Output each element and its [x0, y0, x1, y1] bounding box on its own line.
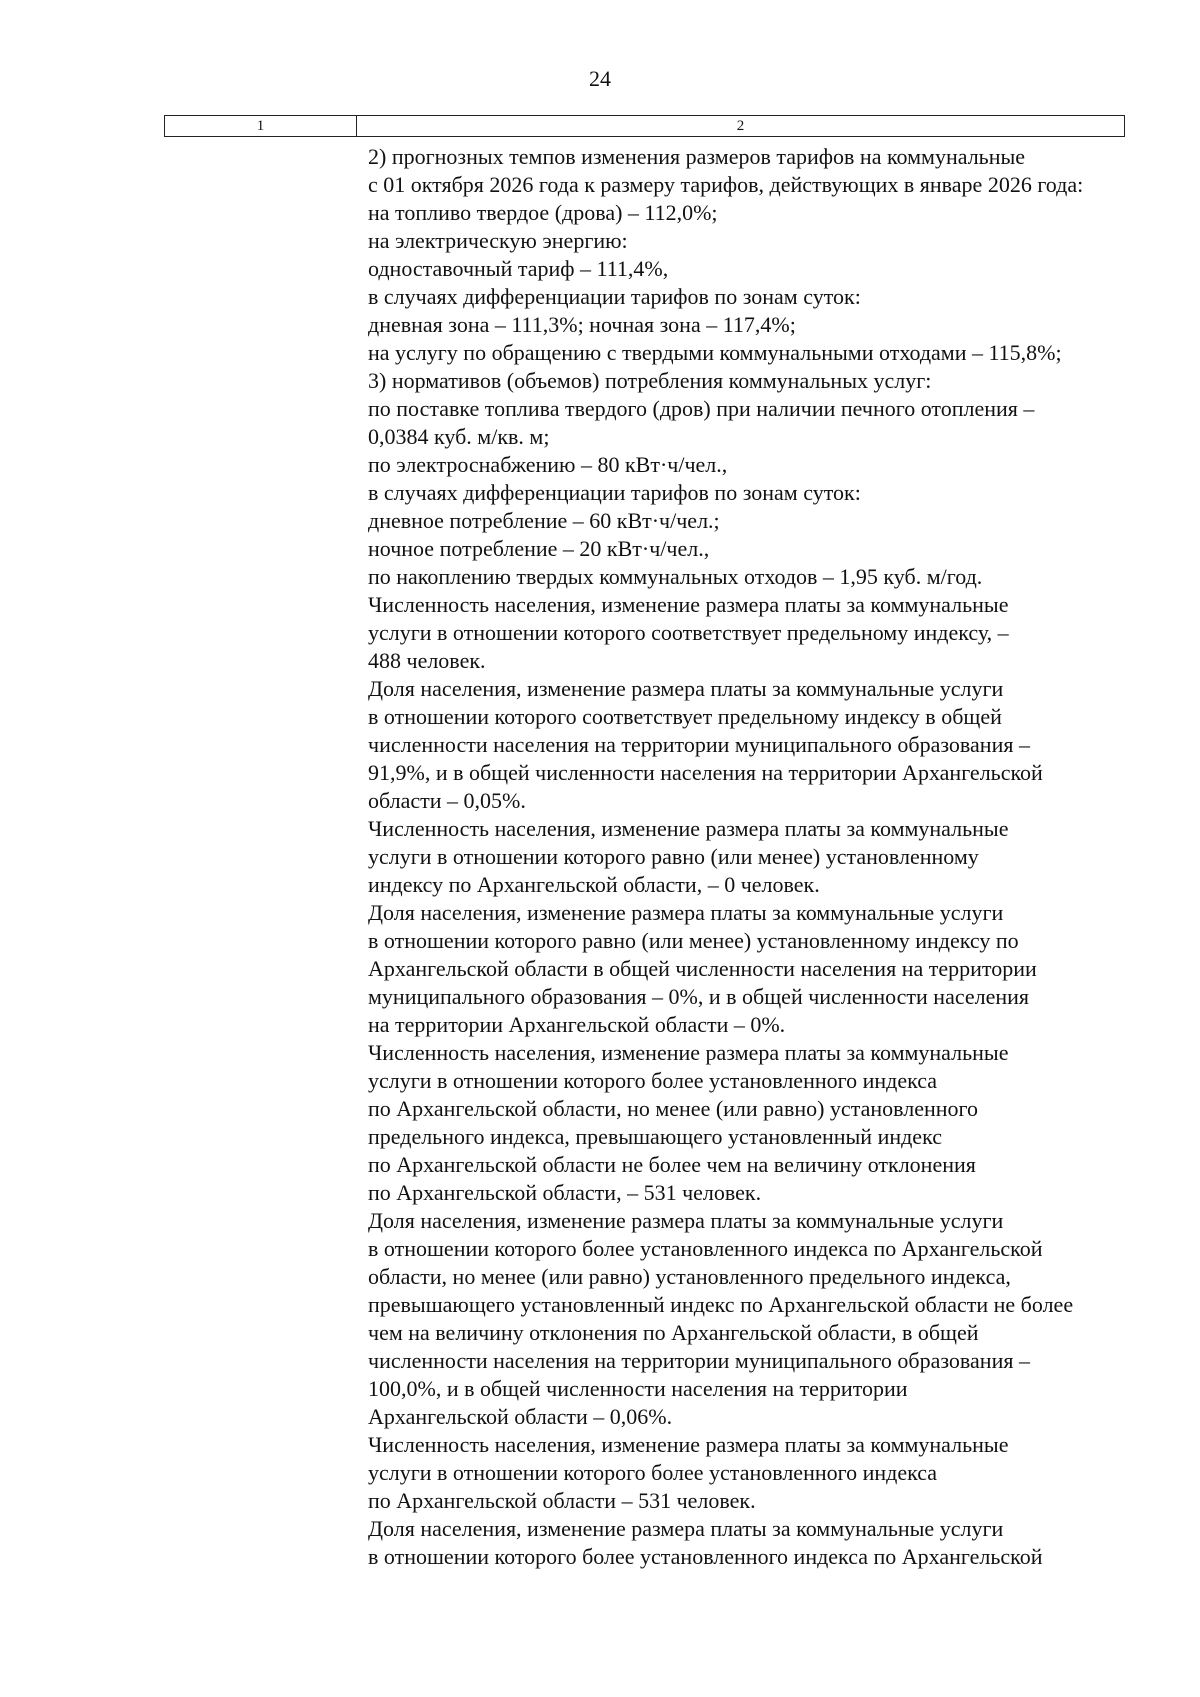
text-line: услуги в отношении которого равно (или менее) установленному	[368, 844, 979, 869]
text-line: 3) нормативов (объемов) потребления коммунальных услуг:	[368, 368, 932, 393]
text-line: по Архангельской области не более чем на величину отклонения	[368, 1152, 976, 1177]
text-line: Доля населения, изменение размера платы за коммунальные услуги	[368, 1516, 1004, 1541]
document-body	[368, 143, 1138, 1571]
text-line: Численность населения, изменение размера платы за коммунальные	[368, 1040, 1009, 1065]
text-line: Доля населения, изменение размера платы за коммунальные услуги	[368, 1208, 1004, 1233]
text-line: чем на величину отклонения по Архангельской области, в общей	[368, 1320, 979, 1345]
text-line: услуги в отношении которого более установленного индекса	[368, 1068, 938, 1093]
text-line: ночное потребление – 20 кВт·ч/чел.,	[368, 536, 710, 561]
text-line: области – 0,05%.	[368, 788, 526, 813]
text-line: дневное потребление – 60 кВт·ч/чел.;	[368, 508, 720, 533]
text-line: услуги в отношении которого соответствует предельному индексу, –	[368, 620, 1009, 645]
text-line: 0,0384 куб. м/кв. м;	[368, 424, 550, 449]
text-line: Архангельской области в общей численности населения на территории	[368, 956, 1037, 981]
text-line: численности населения на территории муниципального образования –	[368, 732, 1030, 757]
text-line: 100,0%, и в общей численности населения на территории	[368, 1376, 908, 1401]
text-line: Доля населения, изменение размера платы за коммунальные услуги	[368, 676, 1004, 701]
table-header-col-1: 1	[165, 116, 357, 136]
text-line: в отношении которого соответствует предельному индексу в общей	[368, 704, 1002, 729]
text-line: в случаях дифференциации тарифов по зонам суток:	[368, 284, 861, 309]
text-line: Численность населения, изменение размера платы за коммунальные	[368, 592, 1009, 617]
text-line: Численность населения, изменение размера платы за коммунальные	[368, 1432, 1009, 1457]
text-line: муниципального образования – 0%, и в общей численности населения	[368, 984, 1030, 1009]
text-line: по Архангельской области, – 531 человек.	[368, 1180, 762, 1205]
text-line: по Архангельской области – 531 человек.	[368, 1488, 756, 1513]
text-line: Доля населения, изменение размера платы за коммунальные услуги	[368, 900, 1004, 925]
text-line: Численность населения, изменение размера платы за коммунальные	[368, 816, 1009, 841]
text-line: на территории Архангельской области – 0%.	[368, 1012, 786, 1037]
table-header-col-2: 2	[736, 118, 745, 134]
text-line: 488 человек.	[368, 648, 486, 673]
text-line: предельного индекса, превышающего установленный индекс	[368, 1124, 942, 1149]
text-line: одноставочный тариф – 111,4%,	[368, 256, 669, 281]
text-line: в отношении которого равно (или менее) установленному индексу по	[368, 928, 1019, 953]
text-line: на топливо твердое (дрова) – 112,0%;	[368, 200, 718, 225]
text-line: на электрическую энергию:	[368, 228, 628, 253]
text-line: численности населения на территории муниципального образования –	[368, 1348, 1030, 1373]
text-line: на услугу по обращению с твердыми коммунальными отходами – 115,8%;	[368, 340, 1062, 365]
text-line: по электроснабжению – 80 кВт·ч/чел.,	[368, 452, 728, 477]
text-line: в отношении которого более установленного индекса по Архангельской	[368, 1544, 1043, 1569]
text-line: услуги в отношении которого более установленного индекса	[368, 1460, 938, 1485]
text-line: по Архангельской области, но менее (или равно) установленного	[368, 1096, 978, 1121]
text-line: дневная зона – 111,3%; ночная зона – 117,4%;	[368, 312, 796, 337]
text-line: области, но менее (или равно) установленного предельного индекса,	[368, 1264, 1011, 1289]
table-header-row	[164, 115, 1125, 137]
text-line: в случаях дифференциации тарифов по зонам суток:	[368, 480, 861, 505]
text-line: превышающего установленный индекс по Архангельской области не более	[368, 1292, 1074, 1317]
page-number: 24	[589, 66, 611, 91]
text-line: в отношении которого более установленного индекса по Архангельской	[368, 1236, 1043, 1261]
text-line: с 01 октября 2026 года к размеру тарифов, действующих в январе 2026 года:	[368, 172, 1084, 197]
text-line: по накоплению твердых коммунальных отходов – 1,95 куб. м/год.	[368, 564, 983, 589]
text-line: Архангельской области – 0,06%.	[368, 1404, 673, 1429]
text-line: 2) прогнозных темпов изменения размеров тарифов на коммунальные	[368, 144, 1026, 169]
text-line: по поставке топлива твердого (дров) при наличии печного отопления –	[368, 396, 1035, 421]
text-line: индексу по Архангельской области, – 0 человек.	[368, 872, 820, 897]
text-line: 91,9%, и в общей численности населения на территории Архангельской	[368, 760, 1043, 785]
